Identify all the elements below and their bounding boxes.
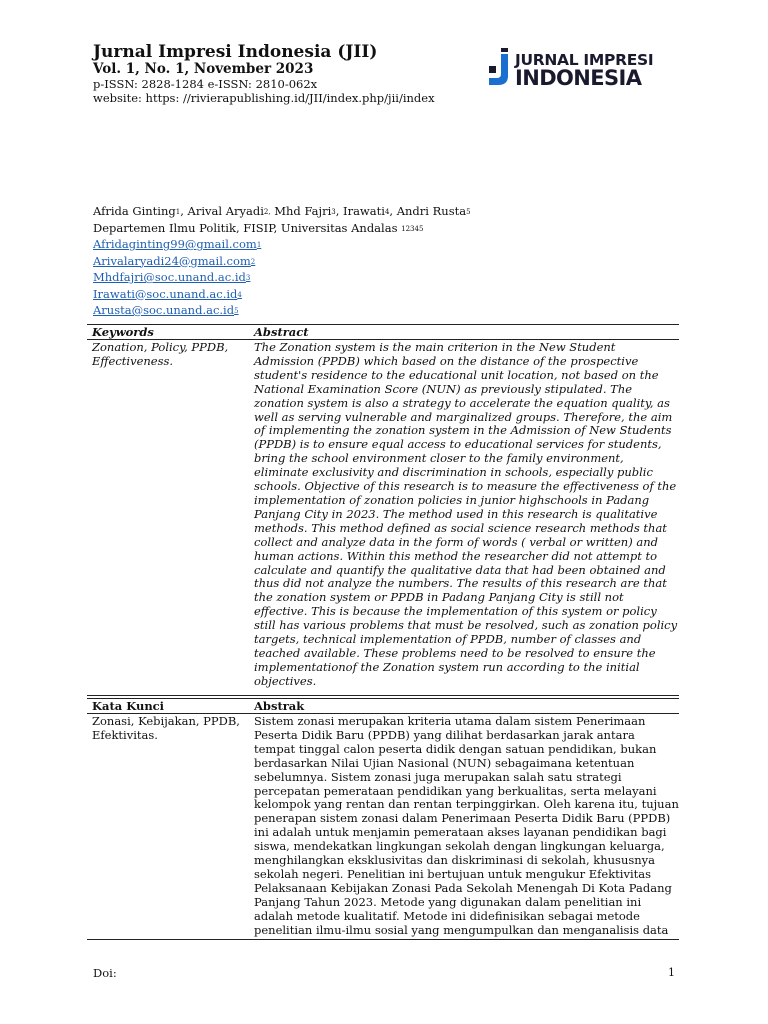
- footer-doi: Doi:: [93, 966, 117, 980]
- kata-kunci-text: Zonasi, Kebijakan, PPDB, Efektivitas.: [87, 714, 249, 940]
- indonesian-abstract-table: [87, 698, 679, 940]
- abstract-text: The Zonation system is the main criterion in the New Student Admission (PPDB) which based on the distance of the prospective student's residence to the educational unit location, not based on the National Examination Score (NUN) as previously stipulated. The zonation system is also a strategy to accelerate the equation quality, as well as serving vulnerable and marginalized groups. Therefore, the aim of implementing the zonation system in the Admission of New Students (PPDB) is to ensure equal access to educational services for students, bring the school environment closer to the family environment, eliminate exclusivity and discrimination in schools, especially public schools. Objective of this research is to measure the effectiveness of the implementation of zonation policies in junior highschools in Padang Panjang City in 2023. The method used in this research is qualitative methods. This method defined as social science research methods that collect and analyze data in the form of words ( verbal or written) and human actions. Within this method the researcher did not attempt to calculate and quantify the qualitative data that had been obtained and thus did not analyze the numbers. The results of this research are that the zonation system or PPDB in Padang Panjang City is still not effective. This is because the implementation of this system or policy still has various problems that must be resolved, such as zonation policy targets, technical implementation of PPDB, number of classes and teached available. These problems need to be resolved to ensure the implementationof the Zonation system run according to the initial objectives.: [249, 340, 679, 696]
- author-name: Andri Rusta: [396, 204, 467, 218]
- abstrak-text: Sistem zonasi merupakan kriteria utama dalam sistem Penerimaan Peserta Didik Baru (PPDB) yang dilihat berdasarkan jarak antara tempat tinggal calon peserta didik dengan satuan pendidikan, bukan berdasarkan Nilai Ujian Nasional (NUN) sebagaimana ketentuan sebelumnya. Sistem zonasi juga merupakan salah satu strategi percepatan pemerataan pendidikan yang berkualitas, serta melayani kelompok yang rentan dan rentan terpinggirkan. Oleh karena itu, tujuan penerapan sistem zonasi dalam Penerimaan Peserta Didik Baru (PPDB) ini adalah untuk menjamin pemerataan akses layanan pendidikan bagi siswa, mendekatkan lingkungan sekolah dengan lingkungan keluarga, menghilangkan eksklusivitas dan diskriminasi di sekolah, khususnya sekolah negeri. Penelitian ini bertujuan untuk mengukur Efektivitas Pelaksanaan Kebijakan Zonasi Pada Sekolah Menengah Di Kota Padang Panjang Tahun 2023. Metode yang digunakan dalam penelitian ini adalah metode kualitatif. Metode ini didefinisikan sebagai metode penelitian ilmu-ilmu sosial yang mengumpulkan dan menganalisis data: [249, 714, 679, 940]
- author-name: Afrida Ginting: [93, 204, 176, 218]
- journal-issn: p-ISSN: 2828-1284 e-ISSN: 2810-062x: [93, 77, 318, 91]
- affiliation: Departemen Ilmu Politik, FISIP, Universitas Andalas $^{12345}$: [93, 220, 424, 235]
- logo-text-line1: JURNAL IMPRESI: [515, 51, 654, 69]
- email-link[interactable]: Arivalaryadi24@gmail.com$^2$: [93, 253, 256, 268]
- email-link[interactable]: $Irawati@soc.unand.ac.id^4$: [93, 286, 242, 301]
- journal-title: Jurnal Impresi Indonesia (JII): [93, 42, 378, 62]
- logo-j-mark-icon: [487, 48, 513, 88]
- author-name: Mhd Fajri: [274, 204, 332, 218]
- author-list: Afrida Ginting$^1$, Arival Aryadi$^{2,}$ Mhd Fajri$^3$, Irawati$^4$, Andri Rusta$^5$: [93, 204, 471, 218]
- keywords-text: Zonation, Policy, PPDB, Effectiveness.: [87, 340, 249, 696]
- author-block: [93, 204, 693, 320]
- abstrak-heading: Abstrak: [249, 699, 679, 714]
- email-link[interactable]: $Arusta@soc.unand.ac.id^5$: [93, 303, 239, 317]
- author-sup: 3: [331, 208, 336, 216]
- email-link[interactable]: $Mhdfajri@soc.unand.ac.id^3$: [93, 270, 251, 284]
- author-sup: 5: [466, 208, 471, 216]
- keywords-heading: Keywords: [87, 325, 249, 340]
- english-abstract-table: [87, 324, 679, 696]
- journal-volume: Vol. 1, No. 1, November 2023: [93, 61, 314, 77]
- abstract-heading: Abstract: [249, 325, 679, 340]
- author-name: Arival Aryadi: [187, 204, 264, 218]
- journal-website[interactable]: website: https: //rivierapublishing.id/JII/index.php/jii/index: [93, 91, 435, 105]
- journal-logo: [487, 48, 657, 92]
- logo-text-line2: INDONESIA: [515, 66, 642, 90]
- page-number: 1: [668, 966, 675, 979]
- author-sup: 1: [175, 208, 181, 216]
- author-sup: 4: [384, 208, 390, 216]
- author-sup: 2,: [263, 208, 271, 216]
- author-name: Irawati: [343, 204, 385, 218]
- email-link[interactable]: Afridaginting99@gmail.com$^1$: [93, 237, 262, 251]
- kata-kunci-heading: Kata Kunci: [87, 699, 249, 714]
